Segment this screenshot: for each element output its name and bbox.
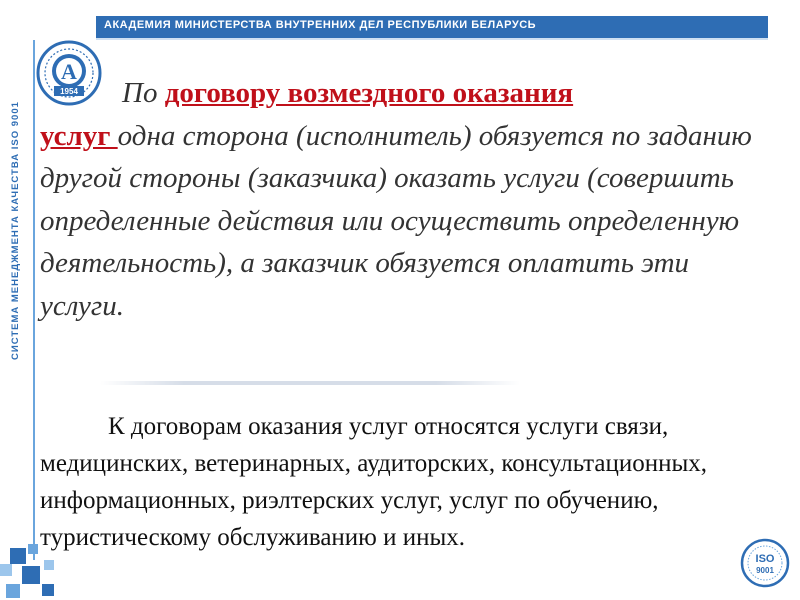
section-divider [100,381,520,385]
header-title: АКАДЕМИЯ МИНИСТЕРСТВА ВНУТРЕННИХ ДЕЛ РЕСПУБЛИКИ БЕЛАРУСЬ [104,19,537,31]
left-rule-divider [33,40,35,560]
services-text: К договорам оказания услуг относятся услуги связи, медицинских, ветеринарных, аудиторских, консультационных, информационных, риэлтерских услуг, услуг по обучению, туристическому обслуживанию и иных. [40,413,708,551]
header-underline [96,38,768,40]
definition-highlight-term-continued: услуг [40,119,118,152]
definition-highlight-term: договору возмездного оказания [164,77,574,109]
iso-label: ISO [755,553,775,565]
logo-year: 1954 [60,87,78,96]
services-paragraph [40,408,740,556]
header-bar [96,16,768,38]
side-caption: СИСТЕМА МЕНЕДЖМЕНТА КАЧЕСТВА ISO 9001 [10,101,21,360]
definition-lead: По [122,77,165,109]
iso-certificate-icon [740,538,790,588]
definition-body: одна сторона (исполнитель) обязуется по заданию другой стороны (заказчика) оказать услуги (совершить определенные действия или осуществить определенную деятельность), а заказчик обязуется оплатить эти услуги. [40,119,752,322]
definition-paragraph [40,72,780,327]
logo-letter: А [61,59,77,84]
iso-number: 9001 [756,566,774,575]
